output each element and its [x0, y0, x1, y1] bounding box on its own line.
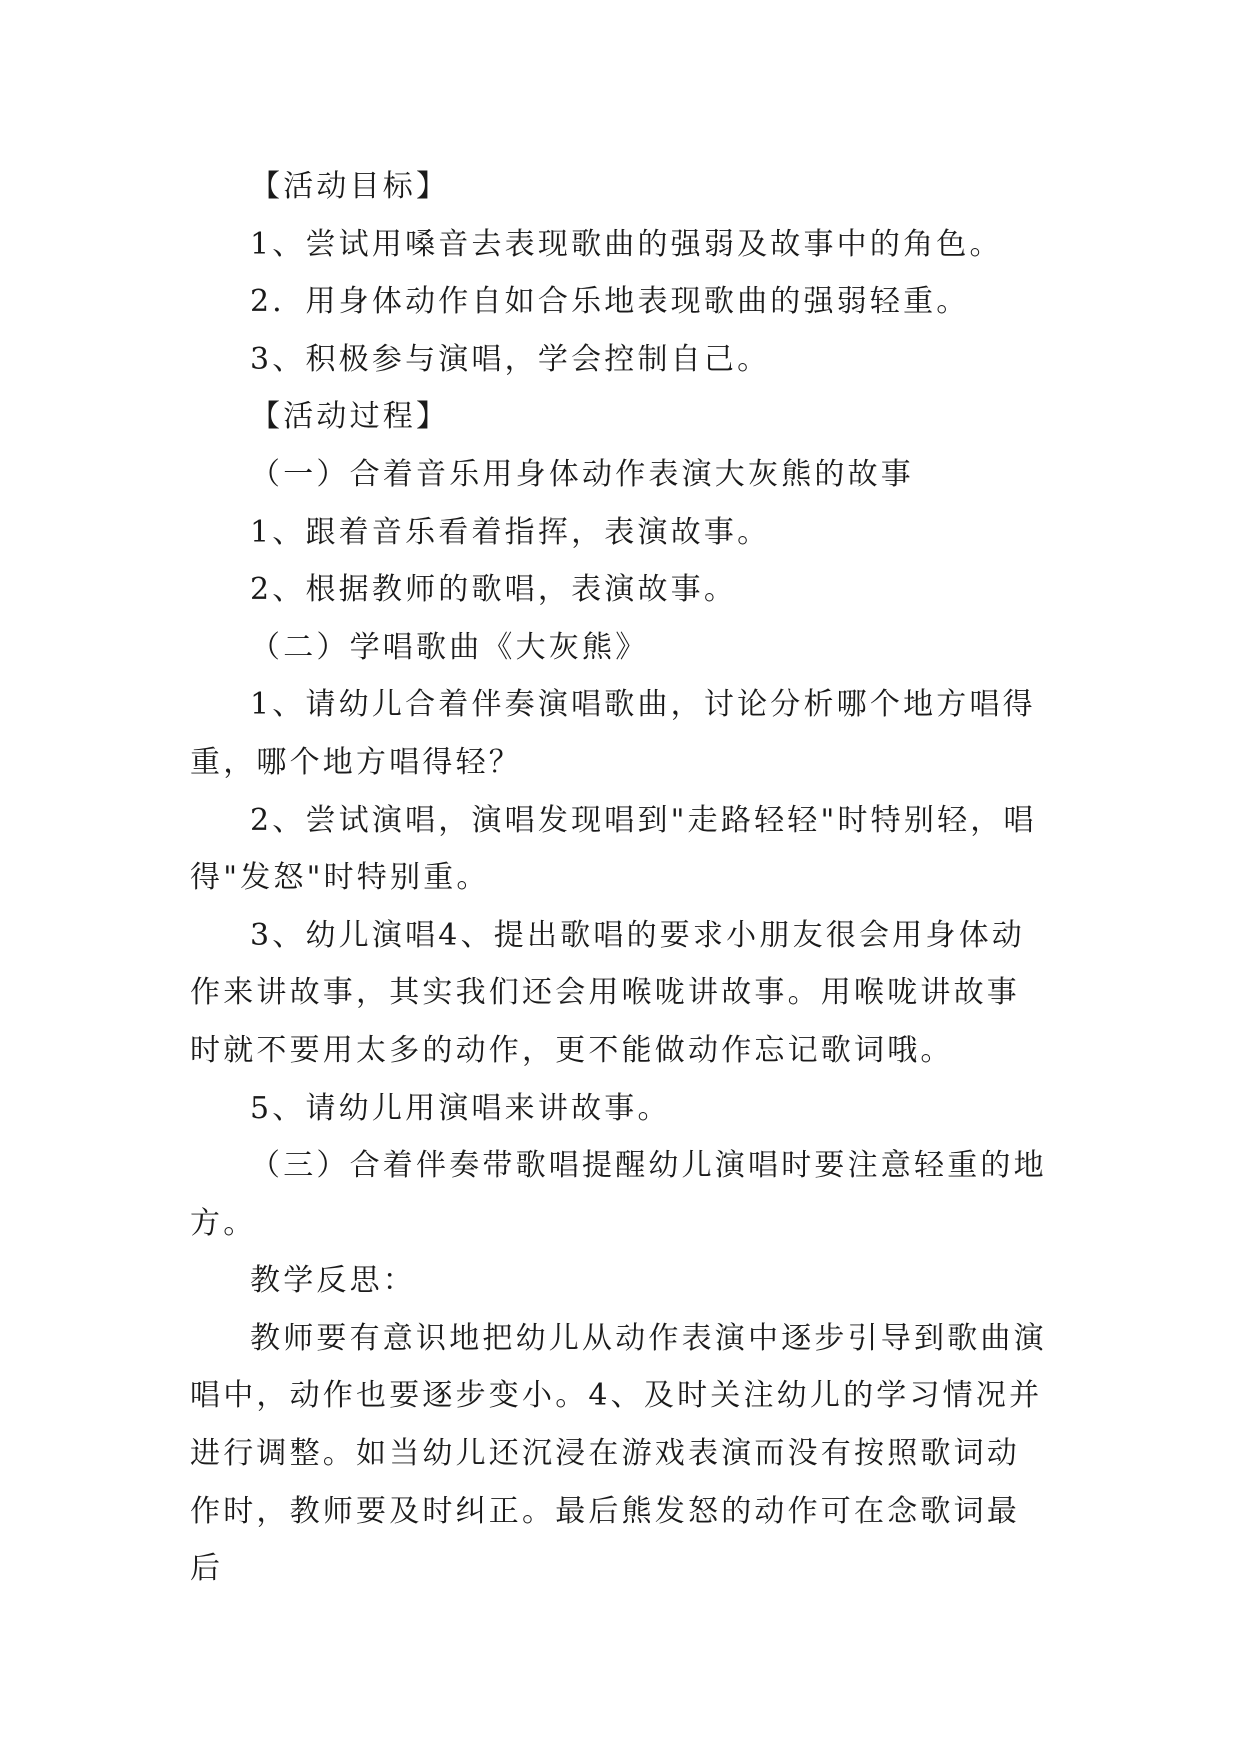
process-step-2-item-1: 1、请幼儿合着伴奏演唱歌曲，讨论分析哪个地方唱得重，哪个地方唱得轻？	[190, 687, 1036, 780]
process-step-1-item-1: 1、跟着音乐看着指挥，表演故事。	[250, 514, 771, 550]
process-step-2-item-3: 3、幼儿演唱4、提出歌唱的要求小朋友很会用身体动作来讲故事，其实我们还会用喉咙讲故事。用喉咙讲故事时就不要用太多的动作，更不能做动作忘记歌词哦。	[190, 917, 1025, 1068]
reflection-text: 教师要有意识地把幼儿从动作表演中逐步引导到歌曲演唱中，动作也要逐步变小。4、及时关注幼儿的学习情况并进行调整。如当幼儿还沉浸在游戏表演而没有按照歌词动作时，教师要及时纠正。最后熊发怒的动作可在念歌词最后	[190, 1320, 1047, 1587]
goal-item-1: 1、尝试用嗓音去表现歌曲的强弱及故事中的角色。	[250, 226, 1003, 262]
process-step-1-heading: （一）合着音乐用身体动作表演大灰熊的故事	[250, 456, 914, 492]
process-step-2-heading: （二）学唱歌曲《大灰熊》	[250, 629, 649, 665]
reflection-heading: 教学反思：	[250, 1263, 416, 1299]
process-step-1-item-2: 2、根据教师的歌唱，表演故事。	[250, 572, 738, 608]
goal-item-2: 2．用身体动作自如合乐地表现歌曲的强弱轻重。	[250, 284, 970, 320]
process-step-2-item-5: 5、请幼儿用演唱来讲故事。	[250, 1090, 671, 1126]
section-heading-process: 【活动过程】	[250, 399, 450, 435]
process-step-2-item-2: 2、尝试演唱，演唱发现唱到"走路轻轻"时特别轻，唱得"发怒"时特别重。	[190, 802, 1037, 896]
goal-item-3: 3、积极参与演唱，学会控制自己。	[250, 341, 771, 377]
document-body	[190, 158, 1050, 1598]
process-step-3-heading: （三）合着伴奏带歌唱提醒幼儿演唱时要注意轻重的地方。	[190, 1148, 1047, 1241]
section-heading-goals: 【活动目标】	[250, 169, 450, 204]
